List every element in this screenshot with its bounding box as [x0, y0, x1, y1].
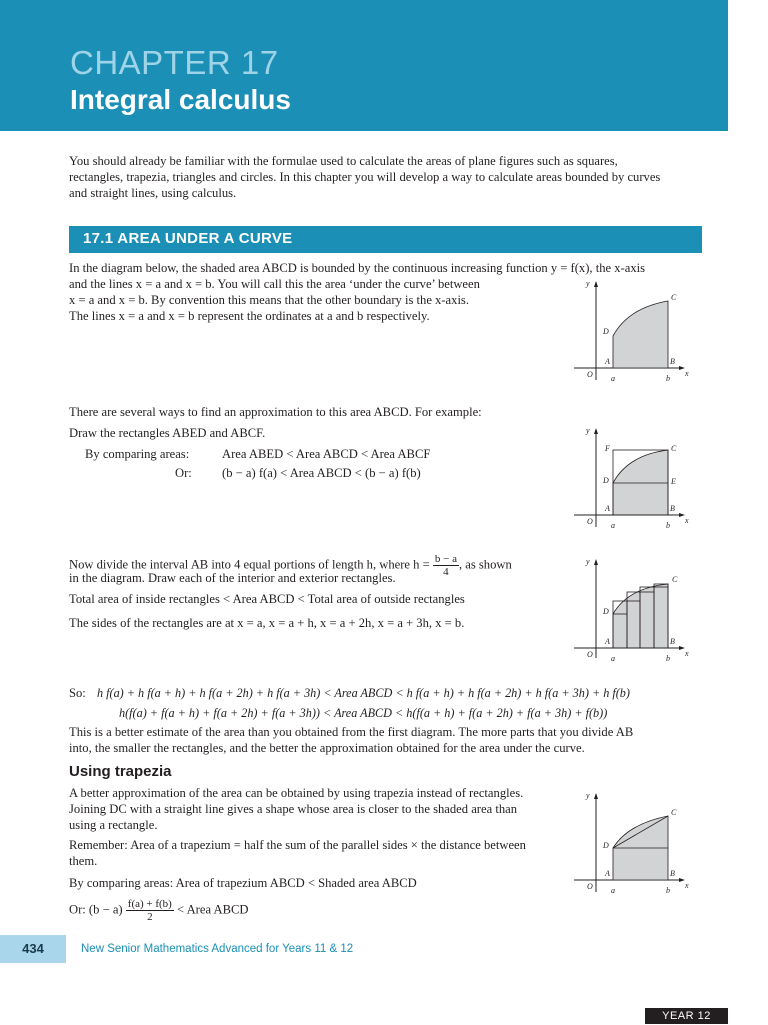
section-title: 17.1 AREA UNDER A CURVE [83, 230, 293, 247]
label-F: F [605, 444, 610, 453]
label-y: y [586, 791, 590, 800]
trapezium-fraction-numerator: f(a) + f(b) [127, 898, 172, 910]
label-D: D [603, 327, 609, 336]
trapezia-line-2: Joining DC with a straight line gives a shape whose area is closer to the shaded area than [69, 802, 518, 816]
label-o: O [587, 517, 593, 526]
label-a: a [611, 886, 615, 895]
shaded-region [613, 584, 668, 648]
trapezia-or-tail: < Area ABCD [177, 902, 249, 917]
so-line-2: h(f(a) + f(a + h) + f(a + 2h) + f(a + 3h)) < Area ABCD < h(f(a + h) + f(a + 2h) + f(a + 3h) + f(b)) [119, 706, 608, 720]
trapezium-fraction [126, 898, 174, 923]
h-fraction-numerator: b − a [434, 553, 457, 565]
label-x: x [685, 369, 689, 378]
label-y: y [586, 279, 590, 288]
para1-line-4: The lines x = a and x = b represent the ordinates at a and b respectively. [69, 309, 430, 323]
trapezia-line-4: Remember: Area of a trapezium = half the sum of the parallel sides × the distance between [69, 838, 526, 852]
para1-line-3: x = a and x = b. By convention this means that the other boundary is the x-axis. [69, 293, 469, 307]
label-C: C [672, 575, 678, 584]
trapezia-line-3: using a rectangle. [69, 818, 158, 832]
para3-line-2: in the diagram. Draw each of the interior and exterior rectangles. [69, 571, 396, 585]
diagram-area-under-curve [570, 278, 695, 390]
compare-label: By comparing areas: [85, 447, 190, 461]
para2-line-1: There are several ways to find an approximation to this area ABCD. For example: [69, 405, 482, 419]
h-fraction [433, 553, 459, 578]
para1-line-2: and the lines x = a and x = b. You will call this the area ‘under the curve’ between [69, 277, 480, 291]
chapter-label: CHAPTER 17 [70, 44, 279, 81]
book-title: New Senior Mathematics Advanced for Years 11 & 12 [81, 943, 354, 955]
label-o: O [587, 650, 593, 659]
page-number: 434 [0, 935, 66, 963]
label-B: B [670, 504, 675, 513]
para3-line-1b: , as shown [458, 557, 512, 572]
label-b: b [666, 521, 670, 530]
para2-line-2: Draw the rectangles ABED and ABCF. [69, 426, 266, 440]
label-D: D [603, 607, 609, 616]
intro-line-1: You should already be familiar with the formulae used to calculate the areas of plane figures such as squares, [69, 154, 618, 168]
para3-line-4: The sides of the rectangles are at x = a, x = a + h, x = a + 2h, x = a + 3h, x = b. [69, 616, 465, 630]
para1-line-1: In the diagram below, the shaded area ABCD is bounded by the continuous increasing function y = f(x), the x-axis [69, 261, 646, 275]
compare-expression: Area ABED < Area ABCD < Area ABCF [222, 447, 431, 461]
label-y: y [586, 557, 590, 566]
trapezium-fraction-denominator: 2 [147, 911, 153, 923]
so-label: So: [69, 686, 86, 700]
label-D: D [603, 476, 609, 485]
or-label: Or: [175, 466, 192, 480]
label-a: a [611, 521, 615, 530]
label-B: B [670, 869, 675, 878]
para3-line-3: Total area of inside rectangles < Area ABCD < Total area of outside rectangles [69, 592, 465, 606]
label-b: b [666, 654, 670, 663]
y-axis-arrow-icon [594, 281, 598, 287]
trapezia-line-6: By comparing areas: Area of trapezium ABCD < Shaded area ABCD [69, 876, 417, 890]
so-line-1: h f(a) + h f(a + h) + h f(a + 2h) + h f(a + 3h) < Area ABCD < h f(a + h) + h f(a + 2h) + h f(a + 3h) + h f(b) [97, 686, 630, 700]
y-axis-arrow-icon [594, 793, 598, 799]
label-C: C [671, 293, 677, 302]
diagram-four-rectangles [570, 556, 695, 668]
h-fraction-denominator: 4 [443, 566, 449, 578]
label-C: C [671, 444, 677, 453]
label-a: a [611, 374, 615, 383]
label-C: C [671, 808, 677, 817]
shaded-region [613, 450, 668, 515]
year-tag: YEAR 12 [645, 1008, 728, 1024]
label-o: O [587, 882, 593, 891]
trapezia-or-label: Or: (b − a) [69, 902, 123, 917]
shaded-region [613, 301, 668, 368]
intro-line-2: rectangles, trapezia, triangles and circles. In this chapter you will develop a way to calculate areas bounded by curves [69, 170, 661, 184]
label-A: A [605, 869, 610, 878]
label-x: x [685, 516, 689, 525]
para3-line-1a: Now divide the interval AB into 4 equal portions of length h, where h = [69, 557, 430, 572]
y-axis-arrow-icon [594, 559, 598, 565]
label-E: E [671, 477, 676, 486]
label-y: y [586, 426, 590, 435]
label-D: D [603, 841, 609, 850]
trapezia-line-1: A better approximation of the area can be obtained by using trapezia instead of rectangles. [69, 786, 524, 800]
intro-line-3: and straight lines, using calculus. [69, 186, 237, 200]
trapezia-heading: Using trapezia [69, 763, 172, 780]
label-a: a [611, 654, 615, 663]
label-x: x [685, 649, 689, 658]
label-b: b [666, 374, 670, 383]
diagram-trapezium [570, 790, 695, 902]
trapezia-line-5: them. [69, 854, 98, 868]
label-B: B [670, 637, 675, 646]
label-x: x [685, 881, 689, 890]
label-b: b [666, 886, 670, 895]
label-B: B [670, 357, 675, 366]
y-axis-arrow-icon [594, 428, 598, 434]
trapezia-or-line [69, 898, 248, 923]
or-expression: (b − a) f(a) < Area ABCD < (b − a) f(b) [222, 466, 421, 480]
chapter-title: Integral calculus [70, 84, 291, 115]
label-A: A [605, 504, 610, 513]
diagram-rectangles [570, 425, 695, 535]
label-A: A [605, 637, 610, 646]
para4-line-2: into, the smaller the rectangles, and the better the approximation obtained for the area under the curve. [69, 741, 585, 755]
label-A: A [605, 357, 610, 366]
para4-line-1: This is a better estimate of the area than you obtained from the first diagram. The more parts that you divide AB [69, 725, 634, 739]
label-o: O [587, 370, 593, 379]
